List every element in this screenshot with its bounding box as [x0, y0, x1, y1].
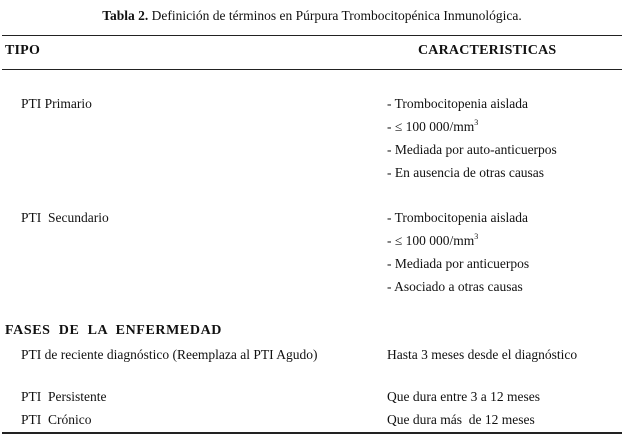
caption-text: Definición de términos en Púrpura Trombocitopénica Inmunológica. [148, 8, 522, 23]
list-item: - Trombocitopenia aislada [387, 96, 528, 111]
list-item: - ≤ 100 $000/mm^3$ [387, 118, 479, 134]
list-item: - Trombocitopenia aislada [387, 210, 528, 225]
row-tipo-primario: PTI Primario [21, 96, 92, 111]
list-item: - En ausencia de otras causas [387, 165, 545, 180]
phase-cronico: PTI Crónico [21, 412, 92, 427]
table-caption [0, 8, 624, 24]
bottom-rule [2, 432, 622, 434]
phase-cronico-desc: Que dura más de 12 meses [387, 412, 535, 427]
phase-persistente: PTI Persistente [21, 389, 107, 404]
list-item: - Asociado a otras causas [387, 279, 523, 294]
list-item: - Mediada por anticuerpos [387, 256, 530, 271]
caption-label: Tabla 2. [102, 8, 149, 23]
phases-section-title: FASES DE LA ENFERMEDAD [5, 323, 222, 338]
phase-persistente-desc: Que dura entre 3 a 12 meses [387, 389, 540, 404]
header-tipo: TIPO [5, 43, 41, 58]
list-item: - Mediada por auto-anticuerpos [387, 142, 557, 157]
header-rule [2, 69, 622, 70]
header-caracteristicas: CARACTERISTICAS [418, 43, 557, 58]
list-item: - ≤ 100 $000/mm^3$ [387, 232, 479, 248]
top-rule [2, 35, 622, 36]
phase-reciente: PTI de reciente diagnóstico (Reemplaza al PTI Agudo) [21, 347, 318, 362]
row-tipo-secundario: PTI Secundario [21, 210, 109, 225]
phase-reciente-desc: Hasta 3 meses desde el diagnóstico [387, 347, 578, 362]
